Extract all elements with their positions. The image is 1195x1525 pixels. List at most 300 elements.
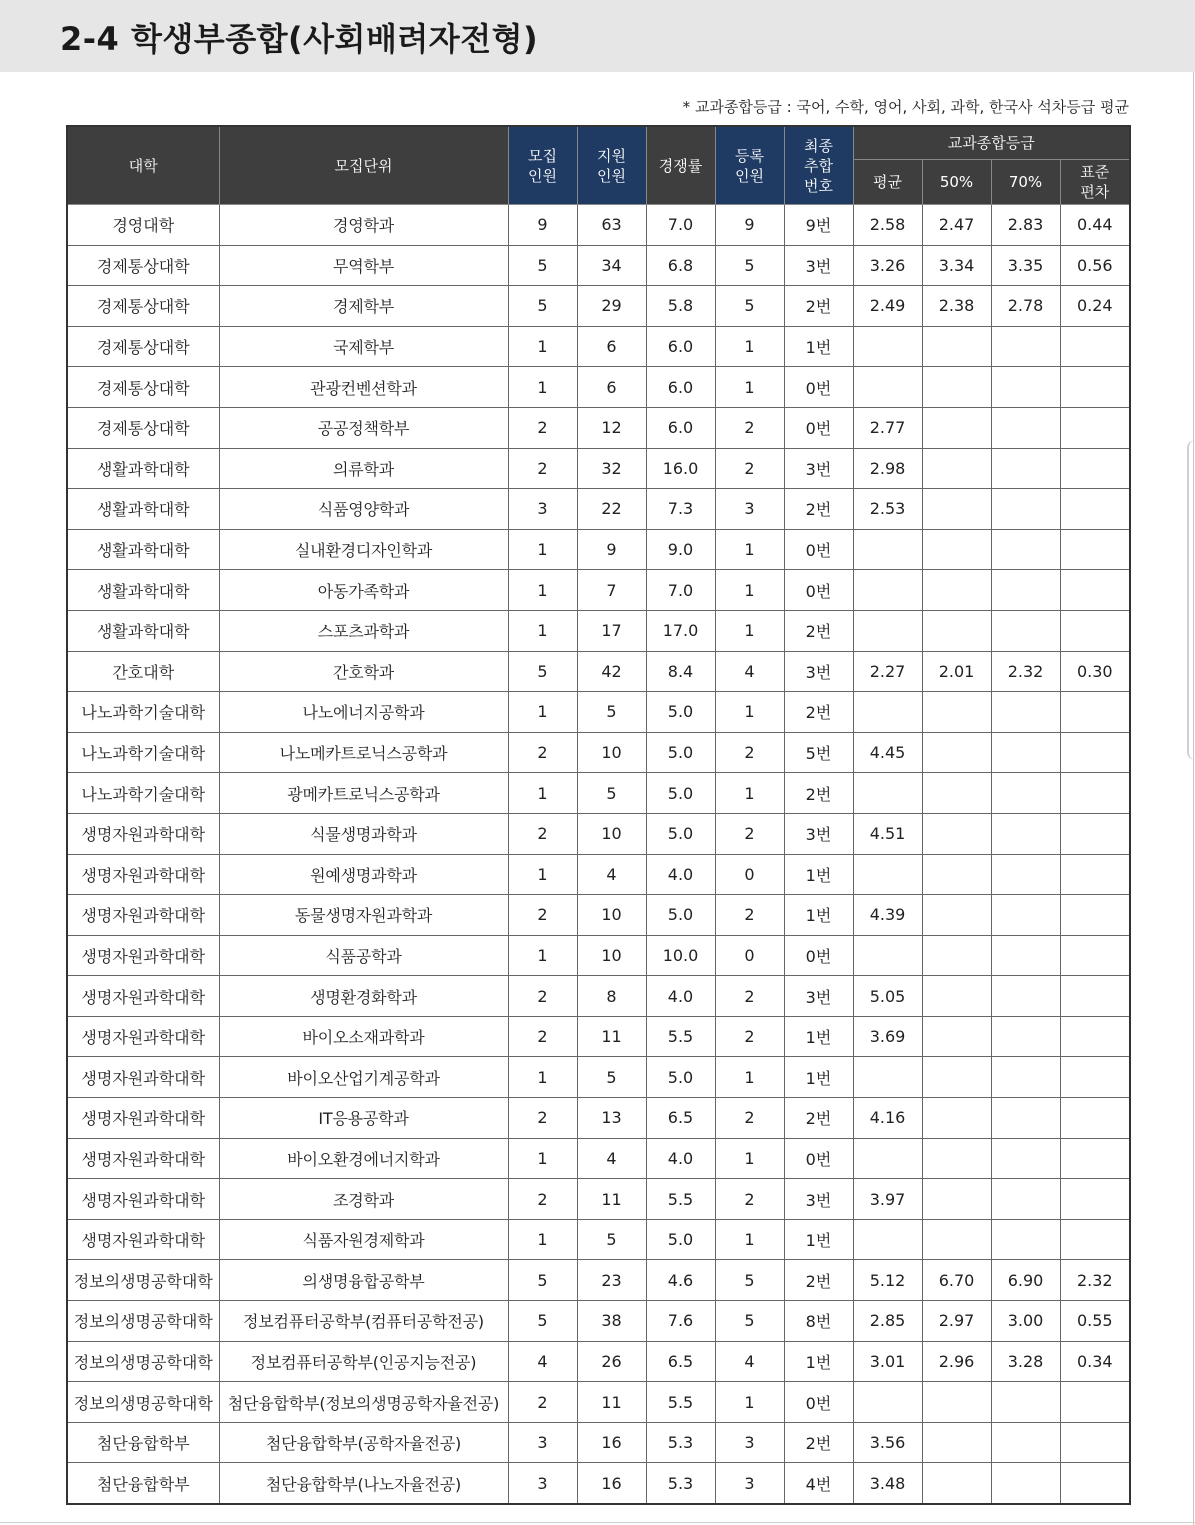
cell-final: 0번 — [784, 1382, 853, 1423]
cell-ratio: 5.0 — [646, 692, 715, 733]
cell-recruit: 2 — [508, 976, 577, 1017]
cell-p50 — [922, 1016, 991, 1057]
cell-std: 0.56 — [1060, 245, 1130, 286]
header-p50: 50% — [922, 160, 991, 205]
cell-enroll: 1 — [715, 326, 784, 367]
cell-avg: 3.97 — [853, 1179, 922, 1220]
cell-std: 0.55 — [1060, 1301, 1130, 1342]
cell-final: 0번 — [784, 407, 853, 448]
cell-recruit: 3 — [508, 489, 577, 530]
table-row — [67, 1301, 1130, 1342]
cell-p70 — [991, 570, 1060, 611]
cell-final: 0번 — [784, 570, 853, 611]
header-college: 대학 — [67, 126, 219, 205]
page-title: 2-4 학생부종합(사회배려자전형) — [60, 20, 539, 58]
cell-avg: 3.26 — [853, 245, 922, 286]
cell-std — [1060, 854, 1130, 895]
cell-ratio: 6.8 — [646, 245, 715, 286]
cell-college: 정보의생명공학대학 — [67, 1382, 219, 1423]
cell-enroll: 2 — [715, 895, 784, 936]
cell-final: 2번 — [784, 610, 853, 651]
cell-avg: 3.01 — [853, 1341, 922, 1382]
cell-college: 생활과학대학 — [67, 489, 219, 530]
cell-apply: 12 — [577, 407, 646, 448]
cell-recruit: 1 — [508, 854, 577, 895]
cell-apply: 11 — [577, 1179, 646, 1220]
cell-std — [1060, 407, 1130, 448]
cell-p70 — [991, 1382, 1060, 1423]
cell-apply: 5 — [577, 1057, 646, 1098]
cell-unit: 실내환경디자인학과 — [219, 529, 508, 570]
cell-apply: 63 — [577, 205, 646, 246]
cell-college: 간호대학 — [67, 651, 219, 692]
cell-ratio: 5.8 — [646, 286, 715, 327]
cell-recruit: 3 — [508, 1422, 577, 1463]
cell-ratio: 6.0 — [646, 407, 715, 448]
table-row — [67, 773, 1130, 814]
cell-apply: 5 — [577, 1219, 646, 1260]
cell-p70 — [991, 1463, 1060, 1504]
cell-std — [1060, 976, 1130, 1017]
cell-enroll: 0 — [715, 935, 784, 976]
cell-p70 — [991, 935, 1060, 976]
cell-recruit: 1 — [508, 1219, 577, 1260]
cell-avg — [853, 773, 922, 814]
cell-college: 생활과학대학 — [67, 570, 219, 611]
cell-unit: 생명환경화학과 — [219, 976, 508, 1017]
cell-recruit: 1 — [508, 367, 577, 408]
cell-p50 — [922, 1179, 991, 1220]
grade-note: * 교과종합등급 : 국어, 수학, 영어, 사회, 과학, 한국사 석차등급 평균 — [682, 98, 1129, 116]
table-row — [67, 1179, 1130, 1220]
table-row — [67, 326, 1130, 367]
header-avg: 평균 — [853, 160, 922, 205]
cell-std: 0.30 — [1060, 651, 1130, 692]
cell-apply: 5 — [577, 692, 646, 733]
table-row — [67, 286, 1130, 327]
cell-recruit: 2 — [508, 407, 577, 448]
cell-ratio: 5.0 — [646, 732, 715, 773]
cell-avg: 2.27 — [853, 651, 922, 692]
cell-std — [1060, 692, 1130, 733]
cell-final: 0번 — [784, 367, 853, 408]
cell-unit: 첨단융합학부(정보의생명공학자율전공) — [219, 1382, 508, 1423]
cell-p50 — [922, 448, 991, 489]
cell-avg: 2.53 — [853, 489, 922, 530]
cell-ratio: 6.0 — [646, 326, 715, 367]
header-std: 표준 편차 — [1060, 160, 1130, 205]
cell-p50: 6.70 — [922, 1260, 991, 1301]
cell-final: 0번 — [784, 1138, 853, 1179]
cell-enroll: 5 — [715, 1260, 784, 1301]
cell-college: 생명자원과학대학 — [67, 976, 219, 1017]
cell-unit: 정보컴퓨터공학부(인공지능전공) — [219, 1341, 508, 1382]
cell-ratio: 5.5 — [646, 1382, 715, 1423]
table-row — [67, 935, 1130, 976]
cell-enroll: 1 — [715, 367, 784, 408]
cell-apply: 10 — [577, 935, 646, 976]
cell-p70 — [991, 854, 1060, 895]
table-row — [67, 732, 1130, 773]
cell-college: 생명자원과학대학 — [67, 895, 219, 936]
table-row — [67, 854, 1130, 895]
cell-recruit: 2 — [508, 1382, 577, 1423]
cell-avg: 3.48 — [853, 1463, 922, 1504]
cell-p50 — [922, 570, 991, 611]
cell-ratio: 9.0 — [646, 529, 715, 570]
table-row — [67, 692, 1130, 733]
cell-p70: 2.78 — [991, 286, 1060, 327]
table-row — [67, 1016, 1130, 1057]
cell-p50: 3.34 — [922, 245, 991, 286]
cell-unit: 나노메카트로닉스공학과 — [219, 732, 508, 773]
cell-enroll: 1 — [715, 773, 784, 814]
cell-avg — [853, 1219, 922, 1260]
cell-apply: 5 — [577, 773, 646, 814]
cell-avg — [853, 854, 922, 895]
cell-final: 1번 — [784, 326, 853, 367]
cell-ratio: 10.0 — [646, 935, 715, 976]
cell-ratio: 17.0 — [646, 610, 715, 651]
cell-avg — [853, 529, 922, 570]
cell-unit: 의생명융합공학부 — [219, 1260, 508, 1301]
cell-apply: 23 — [577, 1260, 646, 1301]
cell-p50 — [922, 854, 991, 895]
cell-unit: 국제학부 — [219, 326, 508, 367]
cell-recruit: 2 — [508, 732, 577, 773]
cell-std — [1060, 895, 1130, 936]
cell-final: 8번 — [784, 1301, 853, 1342]
cell-ratio: 4.0 — [646, 854, 715, 895]
cell-recruit: 1 — [508, 692, 577, 733]
cell-recruit: 5 — [508, 1301, 577, 1342]
table-row — [67, 895, 1130, 936]
cell-final: 2번 — [784, 286, 853, 327]
cell-p50 — [922, 895, 991, 936]
cell-p50: 2.01 — [922, 651, 991, 692]
cell-apply: 9 — [577, 529, 646, 570]
cell-avg — [853, 692, 922, 733]
scroll-indicator[interactable] — [1187, 440, 1195, 760]
cell-ratio: 5.0 — [646, 773, 715, 814]
cell-enroll: 4 — [715, 651, 784, 692]
cell-recruit: 2 — [508, 448, 577, 489]
cell-avg — [853, 326, 922, 367]
cell-apply: 10 — [577, 732, 646, 773]
cell-p70 — [991, 813, 1060, 854]
cell-std — [1060, 773, 1130, 814]
cell-final: 3번 — [784, 448, 853, 489]
cell-ratio: 5.0 — [646, 813, 715, 854]
table-row — [67, 489, 1130, 530]
cell-enroll: 1 — [715, 692, 784, 733]
cell-college: 생명자원과학대학 — [67, 1057, 219, 1098]
cell-p70 — [991, 692, 1060, 733]
cell-recruit: 5 — [508, 245, 577, 286]
cell-p70: 2.83 — [991, 205, 1060, 246]
cell-ratio: 5.0 — [646, 1219, 715, 1260]
cell-unit: 바이오산업기계공학과 — [219, 1057, 508, 1098]
cell-std — [1060, 448, 1130, 489]
cell-enroll: 9 — [715, 205, 784, 246]
cell-unit: 식품자원경제학과 — [219, 1219, 508, 1260]
cell-college: 첨단융합학부 — [67, 1463, 219, 1504]
cell-p70 — [991, 448, 1060, 489]
cell-p50 — [922, 1219, 991, 1260]
cell-final: 0번 — [784, 935, 853, 976]
cell-final: 1번 — [784, 1016, 853, 1057]
cell-p70 — [991, 326, 1060, 367]
cell-college: 첨단융합학부 — [67, 1422, 219, 1463]
table-body — [67, 205, 1130, 1505]
cell-avg — [853, 935, 922, 976]
cell-enroll: 1 — [715, 1138, 784, 1179]
cell-unit: 관광컨벤션학과 — [219, 367, 508, 408]
cell-enroll: 0 — [715, 854, 784, 895]
cell-unit: 의류학과 — [219, 448, 508, 489]
cell-enroll: 1 — [715, 570, 784, 611]
cell-enroll: 5 — [715, 286, 784, 327]
cell-p70 — [991, 610, 1060, 651]
cell-ratio: 5.5 — [646, 1179, 715, 1220]
cell-p50 — [922, 1098, 991, 1139]
cell-apply: 4 — [577, 1138, 646, 1179]
cell-p70 — [991, 1138, 1060, 1179]
cell-apply: 11 — [577, 1382, 646, 1423]
cell-unit: 아동가족학과 — [219, 570, 508, 611]
cell-unit: IT응용공학과 — [219, 1098, 508, 1139]
cell-ratio: 16.0 — [646, 448, 715, 489]
cell-avg — [853, 1138, 922, 1179]
cell-ratio: 6.5 — [646, 1341, 715, 1382]
page-edge-line — [1193, 72, 1194, 1525]
cell-unit: 바이오소재과학과 — [219, 1016, 508, 1057]
table-row — [67, 813, 1130, 854]
cell-recruit: 2 — [508, 1016, 577, 1057]
table-row — [67, 1138, 1130, 1179]
cell-apply: 17 — [577, 610, 646, 651]
cell-p70 — [991, 1179, 1060, 1220]
cell-apply: 38 — [577, 1301, 646, 1342]
cell-enroll: 3 — [715, 1422, 784, 1463]
cell-recruit: 2 — [508, 1098, 577, 1139]
cell-recruit: 5 — [508, 286, 577, 327]
cell-enroll: 2 — [715, 732, 784, 773]
cell-recruit: 2 — [508, 895, 577, 936]
cell-college: 생명자원과학대학 — [67, 935, 219, 976]
cell-unit: 경제학부 — [219, 286, 508, 327]
cell-avg — [853, 1382, 922, 1423]
header-p70: 70% — [991, 160, 1060, 205]
cell-apply: 16 — [577, 1422, 646, 1463]
cell-apply: 13 — [577, 1098, 646, 1139]
cell-enroll: 1 — [715, 1219, 784, 1260]
cell-recruit: 5 — [508, 1260, 577, 1301]
cell-avg: 4.39 — [853, 895, 922, 936]
cell-ratio: 5.3 — [646, 1463, 715, 1504]
cell-unit: 스포츠과학과 — [219, 610, 508, 651]
cell-final: 1번 — [784, 1341, 853, 1382]
table-row — [67, 610, 1130, 651]
cell-avg: 4.16 — [853, 1098, 922, 1139]
cell-p70 — [991, 529, 1060, 570]
cell-avg — [853, 367, 922, 408]
cell-final: 3번 — [784, 651, 853, 692]
cell-unit: 첨단융합학부(공학자율전공) — [219, 1422, 508, 1463]
cell-avg: 2.49 — [853, 286, 922, 327]
cell-apply: 26 — [577, 1341, 646, 1382]
cell-avg: 2.58 — [853, 205, 922, 246]
cell-p50 — [922, 773, 991, 814]
cell-enroll: 3 — [715, 1463, 784, 1504]
cell-p50 — [922, 610, 991, 651]
cell-std — [1060, 1179, 1130, 1220]
cell-std — [1060, 326, 1130, 367]
cell-std: 0.34 — [1060, 1341, 1130, 1382]
cell-p70: 2.32 — [991, 651, 1060, 692]
cell-ratio: 5.0 — [646, 895, 715, 936]
cell-final: 2번 — [784, 1422, 853, 1463]
cell-ratio: 5.0 — [646, 1057, 715, 1098]
cell-p70 — [991, 1422, 1060, 1463]
cell-college: 생명자원과학대학 — [67, 813, 219, 854]
table-row — [67, 529, 1130, 570]
cell-ratio: 4.0 — [646, 1138, 715, 1179]
cell-college: 경제통상대학 — [67, 245, 219, 286]
cell-std: 0.24 — [1060, 286, 1130, 327]
cell-recruit: 1 — [508, 610, 577, 651]
cell-enroll: 1 — [715, 610, 784, 651]
cell-college: 정보의생명공학대학 — [67, 1301, 219, 1342]
cell-enroll: 1 — [715, 1382, 784, 1423]
cell-final: 1번 — [784, 1057, 853, 1098]
cell-enroll: 3 — [715, 489, 784, 530]
cell-ratio: 4.6 — [646, 1260, 715, 1301]
cell-final: 9번 — [784, 205, 853, 246]
cell-enroll: 4 — [715, 1341, 784, 1382]
cell-p70: 3.35 — [991, 245, 1060, 286]
cell-college: 경제통상대학 — [67, 407, 219, 448]
cell-p50 — [922, 935, 991, 976]
cell-std — [1060, 570, 1130, 611]
cell-apply: 34 — [577, 245, 646, 286]
cell-apply: 8 — [577, 976, 646, 1017]
cell-enroll: 2 — [715, 976, 784, 1017]
cell-enroll: 1 — [715, 529, 784, 570]
cell-apply: 6 — [577, 326, 646, 367]
cell-p70 — [991, 732, 1060, 773]
cell-college: 경제통상대학 — [67, 326, 219, 367]
cell-p50 — [922, 1138, 991, 1179]
cell-unit: 원예생명과학과 — [219, 854, 508, 895]
table-row — [67, 1463, 1130, 1504]
cell-final: 3번 — [784, 976, 853, 1017]
table-row — [67, 448, 1130, 489]
cell-recruit: 5 — [508, 651, 577, 692]
cell-unit: 바이오환경에너지학과 — [219, 1138, 508, 1179]
cell-p50 — [922, 1057, 991, 1098]
cell-enroll: 2 — [715, 1179, 784, 1220]
cell-apply: 10 — [577, 813, 646, 854]
header-recruit: 모집 인원 — [508, 126, 577, 205]
cell-unit: 식품공학과 — [219, 935, 508, 976]
cell-final: 4번 — [784, 1463, 853, 1504]
table-row — [67, 651, 1130, 692]
cell-apply: 16 — [577, 1463, 646, 1504]
cell-p70: 3.28 — [991, 1341, 1060, 1382]
cell-unit: 경영학과 — [219, 205, 508, 246]
cell-final: 0번 — [784, 529, 853, 570]
cell-ratio: 5.3 — [646, 1422, 715, 1463]
table-row — [67, 1382, 1130, 1423]
table-row — [67, 1219, 1130, 1260]
cell-college: 생명자원과학대학 — [67, 1138, 219, 1179]
cell-p50 — [922, 1382, 991, 1423]
cell-unit: 식물생명과학과 — [219, 813, 508, 854]
cell-college: 생명자원과학대학 — [67, 854, 219, 895]
cell-unit: 동물생명자원과학과 — [219, 895, 508, 936]
cell-p70 — [991, 367, 1060, 408]
cell-avg: 4.45 — [853, 732, 922, 773]
cell-std: 2.32 — [1060, 1260, 1130, 1301]
table-row — [67, 367, 1130, 408]
cell-unit: 식품영양학과 — [219, 489, 508, 530]
cell-apply: 4 — [577, 854, 646, 895]
cell-p50 — [922, 407, 991, 448]
cell-apply: 42 — [577, 651, 646, 692]
cell-avg: 5.05 — [853, 976, 922, 1017]
cell-unit: 광메카트로닉스공학과 — [219, 773, 508, 814]
cell-recruit: 1 — [508, 1138, 577, 1179]
cell-std — [1060, 1382, 1130, 1423]
cell-avg: 5.12 — [853, 1260, 922, 1301]
cell-p50 — [922, 529, 991, 570]
cell-enroll: 2 — [715, 1098, 784, 1139]
cell-p70 — [991, 773, 1060, 814]
cell-apply: 10 — [577, 895, 646, 936]
cell-ratio: 7.0 — [646, 570, 715, 611]
table-row — [67, 1057, 1130, 1098]
cell-unit: 간호학과 — [219, 651, 508, 692]
cell-college: 생활과학대학 — [67, 448, 219, 489]
cell-ratio: 4.0 — [646, 976, 715, 1017]
cell-apply: 11 — [577, 1016, 646, 1057]
cell-p50 — [922, 1463, 991, 1504]
cell-enroll: 2 — [715, 407, 784, 448]
table-row — [67, 976, 1130, 1017]
cell-college: 생명자원과학대학 — [67, 1179, 219, 1220]
header-unit: 모집단위 — [219, 126, 508, 205]
header-apply: 지원 인원 — [577, 126, 646, 205]
cell-p50: 2.47 — [922, 205, 991, 246]
cell-enroll: 2 — [715, 813, 784, 854]
cell-apply: 7 — [577, 570, 646, 611]
table-row — [67, 205, 1130, 246]
cell-final: 1번 — [784, 895, 853, 936]
table-row — [67, 1341, 1130, 1382]
cell-std — [1060, 367, 1130, 408]
cell-final: 3번 — [784, 1179, 853, 1220]
cell-recruit: 1 — [508, 935, 577, 976]
cell-std — [1060, 529, 1130, 570]
cell-apply: 6 — [577, 367, 646, 408]
cell-unit: 조경학과 — [219, 1179, 508, 1220]
cell-recruit: 1 — [508, 529, 577, 570]
cell-final: 2번 — [784, 1098, 853, 1139]
cell-ratio: 5.5 — [646, 1016, 715, 1057]
cell-recruit: 2 — [508, 1179, 577, 1220]
cell-college: 나노과학기술대학 — [67, 773, 219, 814]
